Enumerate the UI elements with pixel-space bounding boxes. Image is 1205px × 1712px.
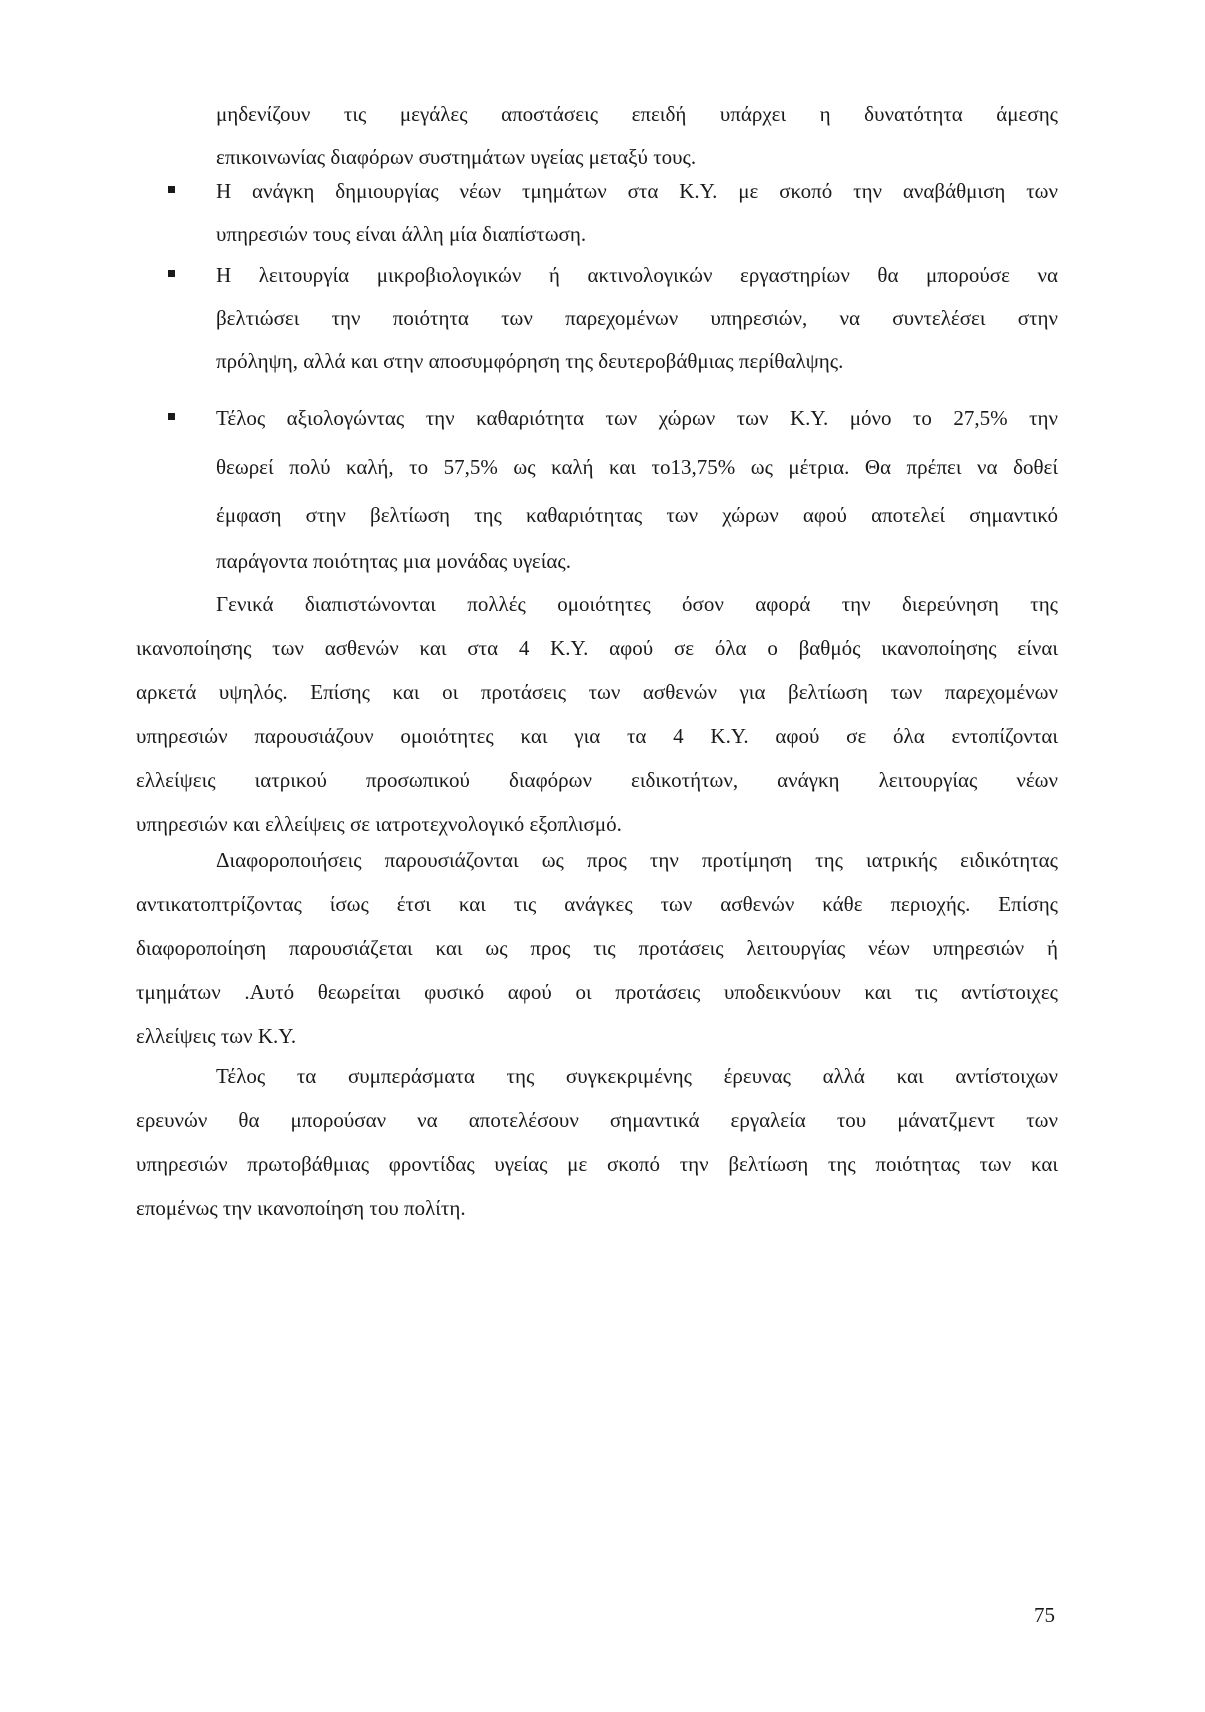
text-line: ερευνών θα μπορούσαν να αποτελέσουν σημαντικά εργαλεία του μάνατζμεντ των bbox=[136, 1108, 1058, 1132]
text-line: θεωρεί πολύ καλή, το 57,5% ως καλή και το13,75% ως μέτρια. Θα πρέπει να δοθεί bbox=[216, 455, 1058, 479]
text-line: πρόληψη, αλλά και στην αποσυμφόρηση της δευτεροβάθμιας περίθαλψης. bbox=[216, 349, 844, 373]
text-line: μηδενίζουν τις μεγάλες αποστάσεις επειδή υπάρχει η δυνατότητα άμεσης bbox=[216, 102, 1058, 126]
text-line: παράγοντα ποιότητας μια μονάδας υγείας. bbox=[216, 549, 571, 573]
text-line: επομένως την ικανοποίηση του πολίτη. bbox=[136, 1196, 466, 1220]
page-number: 75 bbox=[1034, 1603, 1055, 1627]
text-line: αντικατοπτρίζοντας ίσως έτσι και τις ανάγκες των ασθενών κάθε περιοχής. Επίσης bbox=[136, 892, 1058, 916]
text-line: Γενικά διαπιστώνονται πολλές ομοιότητες όσον αφορά την διερεύνηση της bbox=[216, 592, 1058, 616]
text-line: ικανοποίησης των ασθενών και στα 4 Κ.Υ. αφού σε όλα ο βαθμός ικανοποίησης είναι bbox=[136, 636, 1058, 660]
text-line: τμημάτων .Αυτό θεωρείται φυσικό αφού οι προτάσεις υποδεικνύουν και τις αντίστοιχες bbox=[136, 980, 1058, 1004]
text-line: επικοινωνίας διαφόρων συστημάτων υγείας μεταξύ τους. bbox=[216, 145, 697, 169]
text-line: υπηρεσιών και ελλείψεις σε ιατροτεχνολογικό εξοπλισμό. bbox=[136, 812, 622, 836]
text-line: Τέλος αξιολογώντας την καθαριότητα των χώρων των Κ.Υ. μόνο το 27,5% την bbox=[216, 406, 1058, 430]
text-line: διαφοροποίηση παρουσιάζεται και ως προς τις προτάσεις λειτουργίας νέων υπηρεσιών ή bbox=[136, 936, 1058, 960]
text-line: ελλείψεις ιατρικού προσωπικού διαφόρων ειδικοτήτων, ανάγκη λειτουργίας νέων bbox=[136, 768, 1058, 792]
text-line: αρκετά υψηλός. Επίσης και οι προτάσεις των ασθενών για βελτίωση των παρεχομένων bbox=[136, 680, 1058, 704]
text-line: υπηρεσιών τους είναι άλλη μία διαπίστωση. bbox=[216, 222, 587, 246]
text-line: βελτιώσει την ποιότητα των παρεχομένων υπηρεσιών, να συντελέσει στην bbox=[216, 306, 1058, 330]
text-line: Η λειτουργία μικροβιολογικών ή ακτινολογικών εργαστηρίων θα μπορούσε να bbox=[216, 263, 1058, 287]
text-line: έμφαση στην βελτίωση της καθαριότητας των χώρων αφού αποτελεί σημαντικό bbox=[216, 503, 1058, 527]
text-line: Διαφοροποιήσεις παρουσιάζονται ως προς την προτίμηση της ιατρικής ειδικότητας bbox=[216, 848, 1058, 872]
text-line: ελλείψεις των Κ.Υ. bbox=[136, 1024, 297, 1048]
text-line: Η ανάγκη δημιουργίας νέων τμημάτων στα Κ.Υ. με σκοπό την αναβάθμιση των bbox=[216, 179, 1058, 203]
text-line: υπηρεσιών πρωτοβάθμιας φροντίδας υγείας με σκοπό την βελτίωση της ποιότητας των και bbox=[136, 1152, 1058, 1176]
text-line: υπηρεσιών παρουσιάζουν ομοιότητες και για τα 4 Κ.Υ. αφού σε όλα εντοπίζονται bbox=[136, 724, 1058, 748]
text-line: Τέλος τα συμπεράσματα της συγκεκριμένης έρευνας αλλά και αντίστοιχων bbox=[216, 1064, 1058, 1088]
